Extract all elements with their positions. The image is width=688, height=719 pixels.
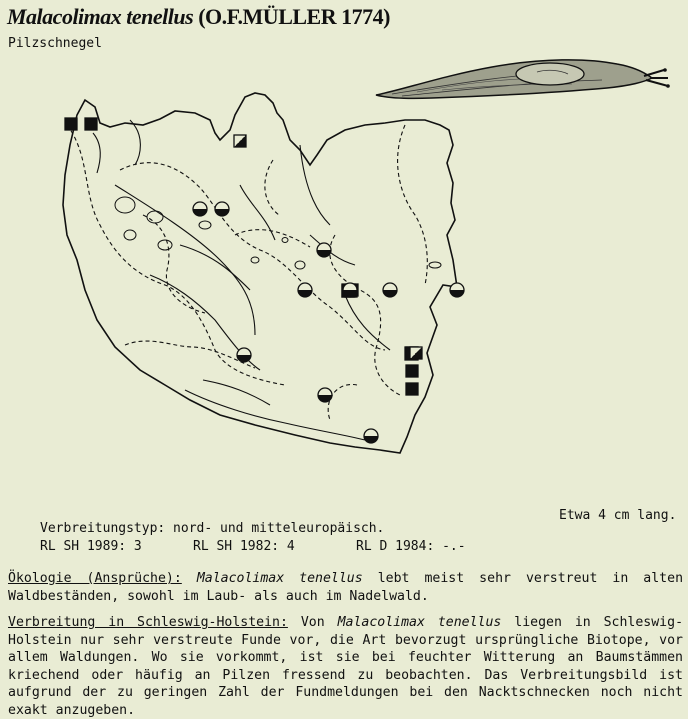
page-title: [7, 4, 390, 30]
distribution-lead: Von: [287, 615, 338, 630]
ecology-species: Malacolimax tenellus: [196, 571, 363, 586]
distribution-text: liegen in Schleswig-Holstein nur sehr verstreute Funde vor, die Art bevorzugt ursprüngliche Biotope, vor allem Waldungen. Wo sie vorkommt, ist sie bei feuchter Witterung an Baumstämmen kriechend oder häufig an Pilzen fressend zu beobachten. Das Verbreitungsbild ist aufgrund der zu geringen Zahl der Fundmeldungen bei den Nacktschnecken noch nicht exakt anzugeben.: [8, 615, 684, 718]
species-author: (O.F.MÜLLER 1774): [198, 4, 390, 29]
size-note: Etwa 4 cm lang.: [559, 508, 677, 523]
ecology-text: lebt meist sehr verstreut in alten Waldbeständen, sowohl im Laub- als auch im Nadelwald.: [8, 571, 684, 604]
common-name: Pilzschnegel: [8, 36, 102, 51]
distribution-heading: Verbreitung in Schleswig-Holstein:: [8, 615, 288, 630]
red-list-d-1984: RL D 1984: -.-: [356, 539, 466, 554]
ecology-heading: Ökologie (Ansprüche):: [8, 571, 182, 586]
distribution-paragraph: [8, 614, 683, 719]
distribution-type: Verbreitungstyp: nord- und mitteleuropäisch.: [40, 521, 385, 536]
ecology-paragraph: [8, 570, 683, 605]
red-list-sh-1989: RL SH 1989: 3: [40, 539, 142, 554]
distribution-map: [55, 85, 475, 485]
distribution-species: Malacolimax tenellus: [337, 615, 502, 630]
species-name: Malacolimax tenellus: [7, 4, 194, 29]
red-list-sh-1982: RL SH 1982: 4: [193, 539, 295, 554]
